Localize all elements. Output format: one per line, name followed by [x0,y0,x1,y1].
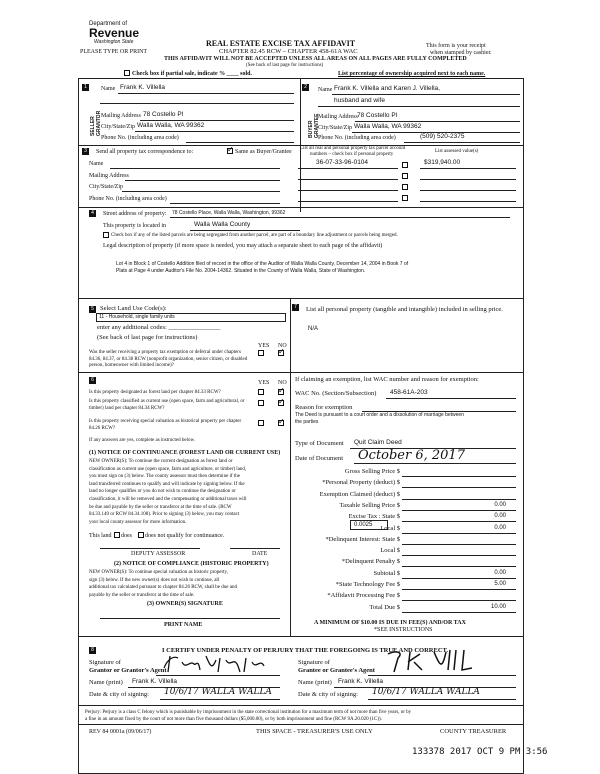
s6-q3-no-checkbox[interactable] [278,420,284,426]
tax-row [290,525,520,535]
perjury-notice-2: a fine in an amount fixed by the court of not more than five thousand dollars ($5,000.00), or by both imprisonment and fine (RCW 9A.20.020 (1C)). [85,717,382,722]
doc-date-label: Date of Document [295,455,344,462]
s6-q3: Is this property receiving special valuation as historical property per chapter 84.26 RCW? [89,419,242,431]
wac-label: WAC No. (Section/Subsection) [295,390,377,397]
continuance-line: classification as current use (open space, farm and agriculture, or timber) land, [89,466,247,472]
s5-q1-yes-checkbox[interactable] [258,350,264,356]
pct-ownership-label: List percentage of ownership acquired next to each name. [338,71,486,77]
tax-row-label: Local $ [380,547,400,555]
tax-row-label: *Personal Property (deduct) $ [322,479,400,487]
s5-yes: YES [258,343,270,349]
does-checkbox[interactable] [114,532,120,538]
grantee-date-label: Date & city of signing: [298,691,358,698]
street-address[interactable]: 78 Costello Place, Walla Walla, Washington, 99362 [172,210,286,216]
assessed-header: List assessed value(s) [435,149,479,154]
tax-row-label: *Affidavit Processing Fee $ [327,592,400,600]
rev-number: REV 84 0001a (09/06/17) [89,729,152,735]
buyer-phone[interactable]: (509) 520-2375 [420,133,465,140]
grantor-sig-label2: Grantor or Grantor's Agent [89,667,167,674]
tax-row-value[interactable]: 0.00 [494,569,506,576]
parcel-list-header2: numbers – check box if personal property [310,152,394,157]
s6-q2-yes-checkbox[interactable] [258,400,264,406]
parcel-number[interactable]: 36-07-33-96-0104 [316,159,369,166]
parcel-personal-checkbox-2[interactable] [402,173,408,179]
located-county[interactable]: Walla Walla County [194,221,251,228]
grantee-name-label: Name (print) [298,679,332,686]
grantee-sig-label1: Signature of [298,659,330,666]
tax-row-label: Excise Tax : State $ [348,513,400,521]
s6-q1: Is this property designated as forest land per chapter 84.33 RCW? [89,390,221,395]
tax-row [290,581,520,591]
section-5-marker: 5 [89,306,96,313]
tax-row-label: Exemption Claimed (deduct) $ [319,490,400,498]
seller-mailing-label: Mailing Address [101,113,141,119]
additional-codes: enter any additional codes: ________________ [97,324,221,331]
s6-q3-yes-checkbox[interactable] [258,420,264,426]
seller-name-label: Name [101,86,116,92]
assessed-value[interactable]: $319,940.00 [424,159,461,166]
certify-statement: I CERTIFY UNDER PENALTY OF PERJURY THAT THE FOREGOING IS TRUE AND CORRECT. [162,647,449,654]
tax-row-value[interactable]: 0.00 [494,524,506,531]
s5-q1: Was the seller receiving a property tax exemption or deferral under chapters 84.36, 84.37, or 84.38 RCW (nonprofit organization, senior citizen, or disabled person, homeowner with limited income)? [89,350,248,368]
continuance-line: you must sign on (3) below. The county assessor must then determine if the [89,474,240,480]
buyer-city[interactable]: Walla Walla, WA 99362 [354,123,422,130]
grantor-date-label: Date & city of signing: [89,691,149,698]
seller-city-label: City/State/Zip [101,124,135,130]
tax-row [290,604,520,614]
legal-description-label: Legal description of property (if more space is needed, you may attach a separate sheet to each page of the affidavit) [103,243,383,249]
doc-type-label: Type of Document [295,440,344,447]
continuance-line: NEW OWNER(S): To continue the current designation as forest land or [89,459,233,464]
legal-description-2[interactable]: Plats at Page 4 under Auditor's File No. 2004-14362. Situated in the County of Walla Walla, State of Washington. [116,268,366,274]
section-8-marker: 8 [89,647,96,654]
does-label: does [121,533,132,539]
segregated-label: Check box if any of the listed parcels are being segregated from another parcel, are part of a boundary line adjustment or parcels being merged. [111,233,398,238]
continuance-line: land no longer qualifies or you do not wish to continue the designation or [89,489,236,495]
deputy-date-label: DATE [252,551,268,557]
dept-line3: Washington State [94,39,134,45]
s3-city-label: City/State/Zip [89,184,123,190]
continuance-title: (1) NOTICE OF CONTINUANCE (FOREST LAND OR CURRENT USE) [89,450,281,456]
grantee-name[interactable]: Frank K. Villella [338,678,384,685]
tax-row-label: Taxable Selling Price $ [339,501,400,509]
buyer-mailing[interactable]: 78 Costello Pl [357,112,398,119]
tax-row [290,513,520,523]
buyer-mailing-label: Mailing Address [318,114,358,120]
form-chapter: CHAPTER 82.45 RCW – CHAPTER 458-61A WAC [219,48,358,55]
tax-row-value[interactable]: 10.00 [490,603,506,610]
historic-line: payable by the seller or transferor at the time of sale. [89,592,195,598]
continuance-line: land transferred continues to qualify and will indicate by signing below. If the [89,481,245,487]
s6-no: NO [278,380,287,386]
tax-row-label: *Delinquent Penalty $ [341,558,400,566]
grantor-signature[interactable] [160,652,272,676]
dept-line1: Department of [89,21,128,27]
historic-line: sign (3) below. If the new owner(s) does not wish to continue, all [89,577,220,583]
tax-row [290,592,520,602]
reason-label: Reason for exemption [295,404,353,411]
s5-no: NO [278,343,287,349]
send-correspondence-label: Send all property tax correspondence to: [96,149,194,155]
grantee-date-city[interactable]: 10/6/17 WALLA WALLA [372,687,480,697]
grantor-name-label: Name (print) [89,679,123,686]
s3-name-label: Name [89,161,104,167]
same-as-buyer-label: Same as Buyer/Grantee [235,149,292,155]
buyer-phone-label: Phone No. (including area code) [318,135,396,141]
tax-row-label: Total Due $ [369,603,400,611]
perjury-notice-1: Perjury: Perjury is a class C felony which is punishable by imprisonment in the state correctional institution for a maximum term of not more than five years, or by [85,710,412,715]
receipt-note2: when stamped by cashier. [430,50,492,56]
historic-line: additional tax calculated pursuant to chapter 84.26 RCW, shall be due and [89,585,237,591]
s3-mailing-label: Mailing Address [89,173,129,179]
grantee-sig-label2: Grantee or Grantee's Agent [298,667,375,674]
tax-row [290,547,520,557]
legal-description-1[interactable]: Lot 4 in Block 1 of Costello Addition filed of record in the office of the Auditor of Walla Walla County, December 14, 2004 in Book 7 of [116,261,409,267]
land-use-value: 11 - Household, single family units [99,314,175,320]
exemption-label: If claiming an exemption, list WAC number and reason for exemption: [295,376,479,383]
tax-row-value[interactable]: 0.00 [494,513,506,520]
receipt-note1: This form is your receipt [426,43,486,49]
s6-q1-no-checkbox[interactable] [278,389,284,395]
located-label: This property is located in [103,223,166,229]
tax-row-label: *Delinquent Interest: State $ [325,535,400,543]
deputy-assessor-label: DEPUTY ASSESSOR [131,551,186,557]
tax-row [290,570,520,580]
see-back: (See back of last page for instructions) [246,63,324,68]
s5-see-back: (See back of last page for instructions) [97,334,198,341]
tax-row-label: Local $ [380,524,400,532]
parcel-list-header1: List all real and personal property tax parcel account [300,146,406,151]
treasurer-stamp: 133378 2017 OCT 9 PM 3:56 [412,747,548,757]
wac-number[interactable]: 458-61A-203 [390,389,428,396]
grantor-name[interactable]: Frank K. Villella [132,678,178,685]
s6-q2: Is this property classified as current use (open space, farm and agricultural, or timber) land per chapter 84.34 RCW? [89,399,245,411]
county-treasurer: COUNTY TREASURER [440,728,507,735]
tax-row [290,491,520,501]
tax-row [290,468,520,478]
section-7-marker: 7 [292,304,299,311]
tax-row-label: Subtotal $ [373,569,400,577]
continuance-line: your local county assessor for more information. [89,519,187,525]
owner-signature-label: (3) OWNER(S) SIGNATURE [147,601,223,607]
tax-row-label: *State Technology Fee $ [335,581,400,588]
does-not-checkbox[interactable] [138,532,144,538]
s6-yes: YES [258,380,270,386]
reason-line1[interactable]: The Deed is pursuant to a court order and a dissolution of marriage between [295,412,464,418]
s6-q2-no-checkbox[interactable] [278,400,284,406]
personal-property-label: List all personal property (tangible and intangible) included in selling price. [306,306,503,313]
tax-row-label: Gross Selling Price $ [344,468,400,475]
see-instructions: *SEE INSTRUCTIONS [374,627,433,633]
parcel-personal-checkbox-1[interactable] [402,162,408,168]
tax-row [290,536,520,546]
continuance-line: classification, it will be removed and the compensating or additional taxes will [89,496,247,502]
grantor-date-city[interactable]: 10/6/17 WALLA WALLA [164,687,272,697]
partial-sale-checkbox[interactable] [124,70,130,76]
historic-line: NEW OWNER(S): To continue special valuation as historic property, [89,570,228,575]
grantee-signature[interactable] [380,646,492,676]
tax-row [290,558,520,568]
buyer-name1[interactable]: Frank K. Villella and Karen J. Villella, [334,85,440,92]
doc-date[interactable]: October 6, 2017 [358,448,465,463]
tax-row-value[interactable]: 0.00 [494,501,506,508]
parcel-personal-checkbox-4[interactable] [402,195,408,201]
this-land-label: This land [89,533,112,539]
grantor-sig-label1: Signature of [89,659,121,666]
land-use-label: Select Land Use Code(s): [100,305,167,312]
treasurer-use-only: THIS SPACE - TREASURER'S USE ONLY [256,728,373,735]
section-2-marker: 2 [302,84,309,91]
type-or-print: PLEASE TYPE OR PRINT [80,49,148,55]
tax-row-value[interactable]: 5.00 [494,581,506,587]
section-4-marker: 4 [89,210,96,217]
same-as-buyer-checkbox[interactable] [227,148,233,154]
historic-title: (2) NOTICE OF COMPLIANCE (HISTORIC PROPERTY) [114,561,269,567]
personal-property-value[interactable]: N/A [308,326,319,332]
historic-body [89,569,237,599]
section-3-marker: 3 [82,148,89,155]
buyer-name2[interactable]: husband and wife [334,97,385,104]
buyer-city-label: City/State/Zip [318,125,352,131]
continuance-body [89,458,246,526]
buyer-side-label: BUYER GRANTEE [308,113,320,138]
segregated-checkbox[interactable] [103,232,109,238]
reason-line2[interactable]: the parties [295,419,319,425]
parcel-personal-checkbox-3[interactable] [402,184,408,190]
s6-q1-yes-checkbox[interactable] [258,389,264,395]
buyer-name-label: Name [318,87,333,93]
seller-name[interactable]: Frank K. Villella [120,84,166,91]
partial-sale-label: Check box if partial sale, indicate % ____ sold. [132,71,253,77]
seller-city[interactable]: Walla Walla, WA 99362 [137,122,205,129]
doc-type[interactable]: Quit Claim Deed [354,439,402,446]
continuance-line: 84.33.140 or RCW 84.34.108). Prior to signing (3) below, you may contact [89,512,240,518]
s5-q1-no-checkbox[interactable] [278,350,284,356]
section-1-marker: 1 [82,84,89,91]
tax-row [290,479,520,489]
section-6-marker: 6 [89,377,96,384]
form-title: REAL ESTATE EXCISE TAX AFFIDAVIT [206,39,356,48]
minimum-note: A MINIMUM OF $10.00 IS DUE IN FEE(S) AND/OR TAX [314,620,466,626]
seller-phone-label: Phone No. (including area code) [101,135,179,141]
form-warning: THIS AFFIDAVIT WILL NOT BE ACCEPTED UNLESS ALL AREAS ON ALL PAGES ARE FULLY COMPLETED [164,56,467,62]
dept-logo-text: Revenue [89,26,140,40]
does-not-label: does not qualify for continuance. [145,533,225,539]
local-rate: 0.0025 [354,522,373,528]
tax-row [290,502,520,512]
seller-mailing[interactable]: 78 Costello Pl [143,111,184,118]
s6-if-yes: If any answers are yes, complete as instructed below. [89,438,196,443]
street-address-label: Street address of property: [103,211,167,217]
seller-side-label: SELLER GRANTOR [90,110,102,136]
print-name-label: PRINT NAME [164,622,203,628]
continuance-line: be due and payable by the seller or transferor at the time of sale. (RCW [89,504,232,510]
s3-phone-label: Phone No. (including area code) [89,196,167,202]
